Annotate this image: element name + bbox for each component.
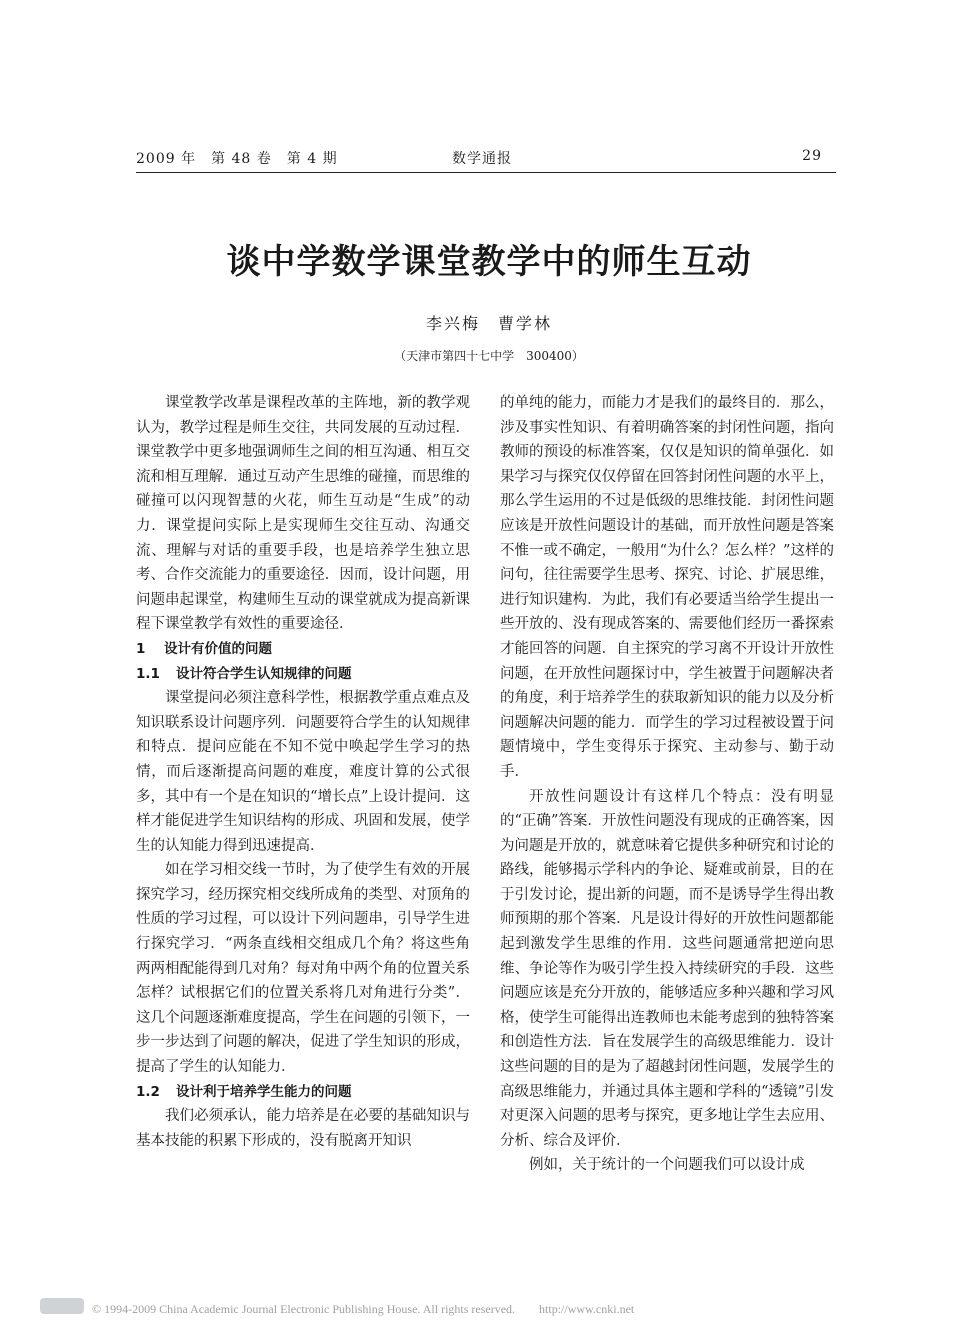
paragraph: 如在学习相交线一节时，为了使学生有效的开展探究学习，经历探究相交线所成角的类型、对顶角的性质的学习过程，可以设计下列问题串，引导学生进行探究学习．“两条直线相交组成几个角？将这些角两两相配能得到几对角？每对角中两个角的位置关系怎样？试根据它们的位置关系将几对角进行分类”．这几个问题逐渐难度提高，学生在问题的引领下，一步一步达到了问题的解决，促进了学生知识的形成，提高了学生的认知能力．	[136, 862, 470, 1076]
section-title: 设计有价值的问题	[164, 640, 272, 657]
left-column	[136, 391, 470, 1153]
section-heading-1	[136, 637, 470, 662]
paragraph: 的单纯的能力，而能力才是我们的最终目的．那么，涉及事实性知识、有着明确答案的封闭性问题，指向教师的预设的标准答案，仅仅是知识的简单强化．如果学习与探究仅仅停留在回答封闭性问题的水平上，那么学生运用的不过是低级的思维技能．封闭性问题应该是开放性问题设计的基础，而开放性问题是答案不惟一或不确定，一般用“为什么？怎么样？”这样的问句，往往需要学生思考、探究、讨论、扩展思维，进行知识建构．为此，我们有必要适当给学生提出一些开放的、没有现成答案的、需要他们经历一番探索才能回答的问题．自主探究的学习离不开设计开放性问题，在开放性问题探讨中，学生被置于问题解决者的角度，利于培养学生的获取新知识的能力以及分析问题解决问题的能力．而学生的学习过程被设置于问题情境中，学生变得乐于探究、主动参与、勤于动手．	[500, 395, 834, 780]
copyright-footer	[40, 1298, 940, 1318]
affiliation: （天津市第四十七中学 300400）	[394, 349, 584, 363]
section-number: 1	[136, 640, 146, 657]
paragraph: 开放性问题设计有这样几个特点：没有明显的“正确”答案．开放性问题没有现成的正确答案，因为问题是开放的，就意味着它提供多种研究和讨论的路线，能够揭示学科内的争论、疑难或前景，目的在于引发讨论，提出新的问题，而不是诱导学生得出教师预期的那个答案．凡是设计得好的开放性问题都能起到激发学生思维的作用．这些问题通常把逆向思维、争论等作为吸引学生投入持续研究的手段．这些问题应该是充分开放的，能够适应多种兴趣和学习风格，使学生可能得出连教师也未能考虑到的独特答案和创造性方法．旨在发展学生的高级思维能力．设计这些问题的目的是为了超越封闭性问题，发展学生的高级思维能力，并通过具体主题和学科的“透镜”引发对更深入问题的思考与探究，更多地让学生去应用、分析、综合及评价．	[500, 788, 834, 1149]
header-rule	[136, 172, 836, 173]
copyright-text: © 1994-2009 China Academic Journal Electronic Publishing House. All rights reserved. http://www.cnki.net	[92, 1302, 635, 1316]
section-title: 设计符合学生认知规律的问题	[176, 665, 352, 682]
section-number: 1.1	[136, 665, 160, 682]
section-title: 设计利于培养学生能力的问题	[176, 1083, 352, 1100]
right-column	[500, 391, 834, 1178]
section-number: 1.2	[136, 1083, 160, 1100]
section-heading-1-2	[136, 1080, 470, 1105]
paragraph: 课堂教学改革是课程改革的主阵地，新的教学观认为，教学过程是师生交往，共同发展的互动过程．课堂教学中更多地强调师生之间的相互沟通、相互交流和相互理解．通过互动产生思维的碰撞，而思维的碰撞可以闪现智慧的火花，师生互动是“生成”的动力．课堂提问实际上是实现师生交往互动、沟通交流、理解与对话的重要手段，也是培养学生独立思考、合作交流能力的重要途径．因而，设计问题，用问题串起课堂，构建师生互动的课堂就成为提高新课程下课堂教学有效性的重要途径．	[136, 395, 470, 633]
authors: 李兴梅 曹学林	[425, 314, 552, 333]
article-title: 谈中学数学课堂教学中的师生互动	[226, 242, 752, 282]
paragraph: 例如，关于统计的一个问题我们可以设计成	[529, 1157, 805, 1174]
paragraph: 课堂提问必须注意科学性，根据教学重点难点及知识联系设计问题序列．问题要符合学生的认知规律和特点．提问应能在不知不觉中唤起学生学习的热情，而后逐渐提高问题的难度，难度计算的公式很多，其中有一个是在知识的“增长点”上设计提问．这样才能促进学生知识结构的形成、巩固和发展，使学生的认知能力得到迅速提高．	[136, 690, 470, 854]
section-heading-1-1	[136, 662, 470, 687]
paragraph: 我们必须承认，能力培养是在必要的基础知识与基本技能的积累下形成的，没有脱离开知识	[136, 1108, 470, 1149]
journal-issue: 2009 年 第 48 卷 第 4 期	[136, 151, 338, 167]
cnki-logo-icon	[40, 1298, 84, 1314]
running-header	[136, 146, 836, 168]
page-number: 29	[802, 148, 822, 164]
journal-name: 数学通报	[452, 151, 512, 167]
